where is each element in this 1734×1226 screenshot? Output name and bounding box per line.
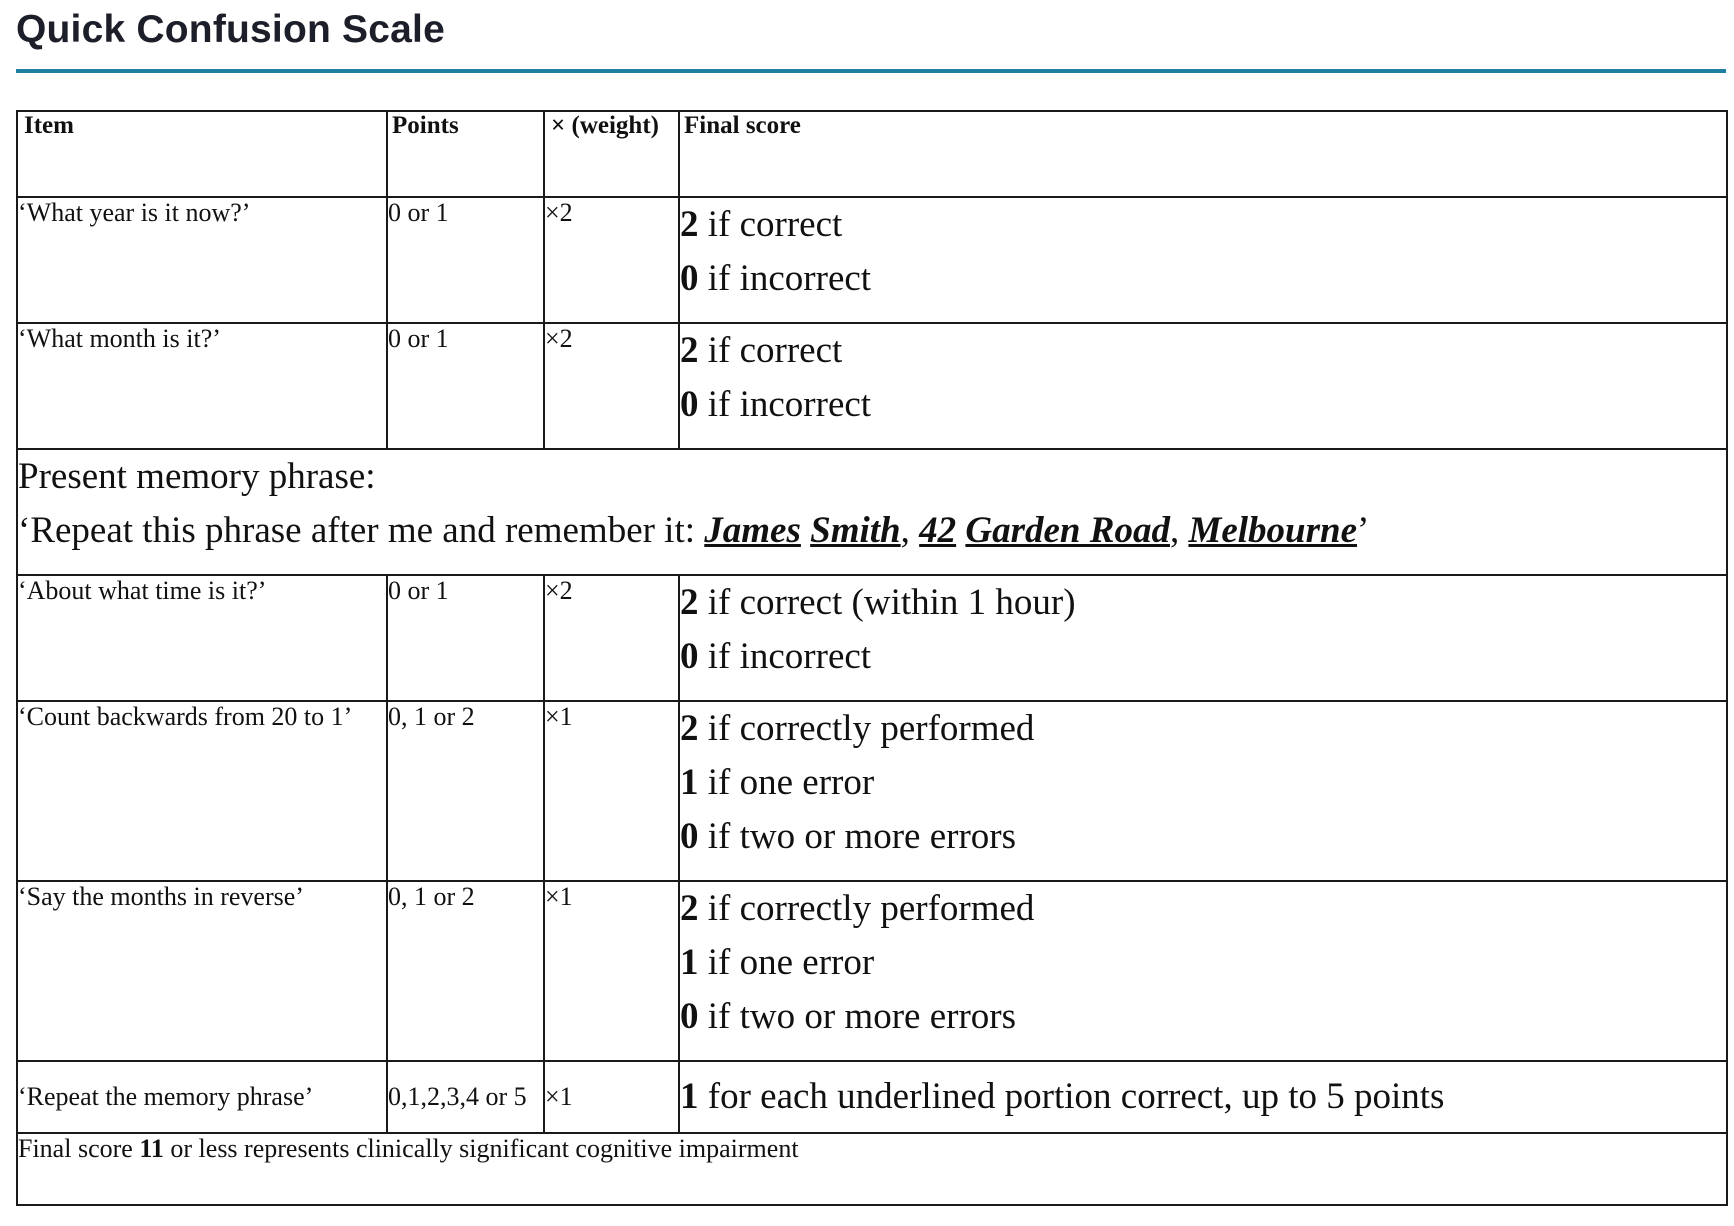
item-cell: ‘What year is it now?’: [17, 197, 387, 323]
memory-part-surname: Smith: [810, 510, 901, 551]
score-line: [680, 810, 1726, 864]
score-value: 2: [680, 582, 699, 623]
score-value: 0: [680, 996, 699, 1037]
item-cell: ‘Repeat the memory phrase’: [17, 1061, 387, 1133]
score-line: [680, 882, 1726, 936]
score-text: if incorrect: [698, 384, 872, 425]
weight-cell: ×1: [544, 1061, 679, 1133]
memory-phrase-suffix: ’: [1357, 510, 1370, 551]
memory-part-city: Melbourne: [1188, 510, 1358, 551]
item-cell: ‘Say the months in reverse’: [17, 881, 387, 1061]
final-score-cell: [679, 881, 1727, 1061]
header-weight: × (weight): [544, 111, 679, 197]
final-score-cell: [679, 701, 1727, 881]
score-text: if incorrect: [698, 636, 872, 677]
weight-cell: ×2: [544, 197, 679, 323]
score-line: [680, 324, 1726, 378]
score-value: 1: [680, 762, 699, 803]
memory-part-house-number: 42: [919, 510, 957, 551]
memory-separator: ,: [1169, 510, 1189, 551]
points-cell: 0, 1 or 2: [387, 701, 544, 881]
memory-phrase-prefix: ‘Repeat this phrase after me and remember it:: [18, 510, 705, 551]
score-value: 2: [680, 708, 699, 749]
table-row: [17, 323, 1727, 449]
footer-suffix: or less represents clinically significant cognitive impairment: [163, 1134, 799, 1163]
score-value: 2: [680, 204, 699, 245]
score-value: 0: [680, 816, 699, 857]
score-value: 1: [680, 1076, 699, 1117]
score-text: if incorrect: [698, 258, 872, 299]
title-divider: [16, 69, 1726, 73]
score-line: [680, 378, 1726, 432]
memory-phrase-heading: Present memory phrase:: [18, 456, 376, 497]
score-value: 2: [680, 888, 699, 929]
score-line: [680, 198, 1726, 252]
score-line: [680, 990, 1726, 1044]
memory-phrase-cell: [17, 449, 1727, 575]
item-cell: ‘Count backwards from 20 to 1’: [17, 701, 387, 881]
score-text: if correct: [698, 204, 843, 245]
footer-note: [17, 1133, 1727, 1205]
score-text: if two or more errors: [698, 996, 1016, 1037]
final-score-cell: [679, 197, 1727, 323]
item-cell: ‘What month is it?’: [17, 323, 387, 449]
score-text: if one error: [698, 762, 875, 803]
table-row: [17, 197, 1727, 323]
item-cell: ‘About what time is it?’: [17, 575, 387, 701]
memory-phrase-instruction: [18, 504, 1726, 558]
final-score-cell: [679, 575, 1727, 701]
points-cell: 0 or 1: [387, 575, 544, 701]
memory-phrase-row: [17, 449, 1727, 575]
score-line: [680, 252, 1726, 306]
score-line: [680, 936, 1726, 990]
score-text: if correct (within 1 hour): [698, 582, 1076, 623]
memory-separator: ,: [900, 510, 920, 551]
table-row: [17, 701, 1727, 881]
memory-part-street: Garden Road: [965, 510, 1170, 551]
weight-cell: ×2: [544, 575, 679, 701]
score-value: 0: [680, 258, 699, 299]
memory-separator: [956, 510, 965, 551]
score-line: [680, 1070, 1726, 1124]
score-value: 2: [680, 330, 699, 371]
score-text: for each underlined portion correct, up to 5 points: [698, 1076, 1445, 1117]
score-text: if correctly performed: [698, 888, 1035, 929]
score-value: 1: [680, 942, 699, 983]
table-row: [17, 575, 1727, 701]
final-score-cell: [679, 323, 1727, 449]
score-text: if correct: [698, 330, 843, 371]
points-cell: 0, 1 or 2: [387, 881, 544, 1061]
final-score-cell: [679, 1061, 1727, 1133]
points-cell: 0 or 1: [387, 197, 544, 323]
header-item: Item: [17, 111, 387, 197]
score-line: [680, 756, 1726, 810]
points-cell: 0,1,2,3,4 or 5: [387, 1061, 544, 1133]
weight-cell: ×1: [544, 701, 679, 881]
score-line: [680, 702, 1726, 756]
points-cell: 0 or 1: [387, 323, 544, 449]
score-text: if one error: [698, 942, 875, 983]
score-line: [680, 576, 1726, 630]
table-header-row: [17, 111, 1727, 197]
memory-part-first-name: James: [704, 510, 801, 551]
header-points: Points: [387, 111, 544, 197]
score-text: if correctly performed: [698, 708, 1035, 749]
weight-cell: ×2: [544, 323, 679, 449]
table-row: [17, 1061, 1727, 1133]
footer-row: [17, 1133, 1727, 1205]
quick-confusion-scale-table: [16, 110, 1728, 1206]
footer-threshold-value: 11: [139, 1134, 164, 1163]
table-row: [17, 881, 1727, 1061]
weight-cell: ×1: [544, 881, 679, 1061]
score-line: [680, 630, 1726, 684]
score-value: 0: [680, 384, 699, 425]
memory-separator: [801, 510, 810, 551]
score-value: 0: [680, 636, 699, 677]
score-text: if two or more errors: [698, 816, 1016, 857]
footer-prefix: Final score: [18, 1134, 140, 1163]
header-final-score: Final score: [679, 111, 1727, 197]
page-title: Quick Confusion Scale: [16, 8, 445, 51]
